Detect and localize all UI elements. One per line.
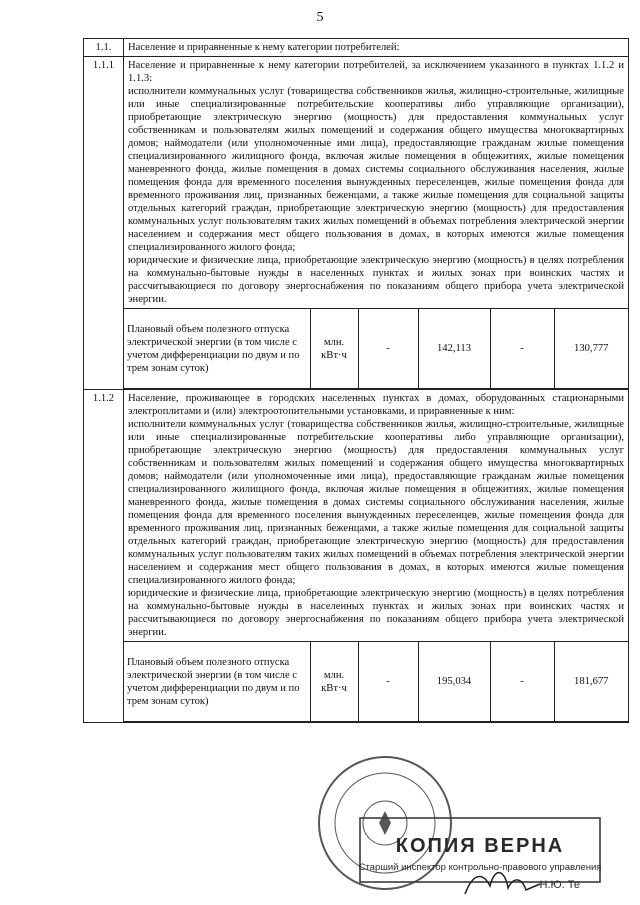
stamp-signer: Н.Ю. Те	[539, 879, 580, 891]
table-row	[84, 39, 629, 57]
plan-value: 142,113	[418, 309, 490, 389]
paragraph: исполнители коммунальных услуг (товарищества собственников жилья, жилищно-строительные, жилищные или иные специализированные потребительские кооперативы либо управляющие организации), приобретающие электрическую энергию (мощность) для предоставления коммунальных услуг собственникам и пользователям жилых помещений и содержания общего имущества многоквартирных домов; наймодатели (или уполномоченные ими лица), предоставляющие гражданам жилые помещения специализированного жилищного фонда, включая жилые помещения в общежитиях, жилые помещения маневренного фонда, жилые помещения в домах системы социального обслуживания населения, жилые помещения фонда для временного поселения вынужденных переселенцев, жилые помещения фонда для временного проживания лиц, признанных беженцами, а также жилые помещения для социальной защиты отдельных категорий граждан, приобретающие электрическую энергию (мощность) для предоставления коммунальных услуг пользователям таких жилых помещений в объемах потребления электрической энергии населением и содержания мест общего пользования в домах, в которых имеются жилые помещения специализированного жилого фонда;	[128, 86, 624, 253]
row-number: 1.1.1	[84, 57, 124, 390]
page-number: 5	[316, 10, 324, 25]
tariff-table	[83, 38, 629, 723]
plan-value: 181,677	[554, 642, 628, 722]
plan-unit: млн. кВт·ч	[310, 309, 358, 389]
paragraph: Население и приравненные к нему категории потребителей, за исключением указанного в пунктах 1.1.2 и 1.1.3:	[128, 60, 624, 84]
certification-stamp	[290, 748, 610, 898]
row-number: 1.1.2	[84, 390, 124, 723]
plan-unit: млн. кВт·ч	[310, 642, 358, 722]
table-row	[84, 57, 629, 390]
plan-value: -	[490, 642, 554, 722]
plan-value: 195,034	[418, 642, 490, 722]
table-row	[84, 390, 629, 723]
plan-label: Плановый объем полезного отпуска электрической энергии (в том числе с учетом дифференциации по двум и по трем зонам суток)	[124, 309, 310, 389]
plan-value: -	[358, 642, 418, 722]
paragraph: Население, проживающее в городских населенных пунктах в домах, оборудованных стационарными электроплитами и (или) электроотопительными установками, и приравненные к ним:	[128, 393, 624, 417]
stamp-position: Старший инспектор контрольно-правового управления	[358, 862, 602, 873]
plan-volume-table	[124, 308, 628, 389]
plan-value: -	[490, 309, 554, 389]
paragraph: исполнители коммунальных услуг (товарищества собственников жилья, жилищно-строительные, жилищные или иные специализированные потребительские кооперативы либо управляющие организации), приобретающие электрическую энергию (мощность) для предоставления коммунальных услуг собственникам и пользователям жилых помещений и содержания общего имущества многоквартирных домов; наймодатели (или уполномоченные ими лица), предоставляющие гражданам жилые помещения специализированного жилищного фонда, включая жилые помещения в общежитиях, жилые помещения маневренного фонда, жилые помещения в домах системы социального обслуживания населения, жилые помещения фонда для временного поселения вынужденных переселенцев, жилые помещения фонда для временного проживания лиц, признанных беженцами, а также жилые помещения для социальной защиты отдельных категорий граждан, приобретающие электрическую энергию (мощность) для предоставления коммунальных услуг пользователям таких жилых помещений в объемах потребления электрической энергии населением и содержания мест общего пользования в домах, в которых имеются жилые помещения специализированного жилого фонда;	[128, 419, 624, 586]
signature-mark	[465, 873, 540, 894]
round-seal	[319, 757, 451, 889]
plan-value: -	[358, 309, 418, 389]
row-number: 1.1.	[84, 39, 124, 57]
plan-volume-table	[124, 641, 628, 722]
stamp-title: КОПИЯ ВЕРНА	[395, 835, 565, 857]
row-title: Население и приравненные к нему категории потребителей:	[124, 39, 629, 57]
row-body	[124, 57, 629, 390]
paragraph: юридические и физические лица, приобретающие электрическую энергию (мощность) в целях потребления на коммунально-бытовые нужды в населенных пунктах и жилых зонах при воинских частях и рассчитывающиеся по договору энергоснабжения по показаниям общего прибора учета электрической энергии.	[128, 255, 624, 305]
paragraph: юридические и физические лица, приобретающие электрическую энергию (мощность) в целях потребления на коммунально-бытовые нужды в населенных пунктах и жилых зонах при воинских частях и рассчитывающиеся по договору энергоснабжения по показаниям общего прибора учета электрической энергии.	[128, 588, 624, 638]
copy-stamp-box	[359, 818, 602, 882]
plan-value: 130,777	[554, 309, 628, 389]
row-body	[124, 390, 629, 723]
plan-label: Плановый объем полезного отпуска электрической энергии (в том числе с учетом дифференциации по двум и по трем зонам суток)	[124, 642, 310, 722]
